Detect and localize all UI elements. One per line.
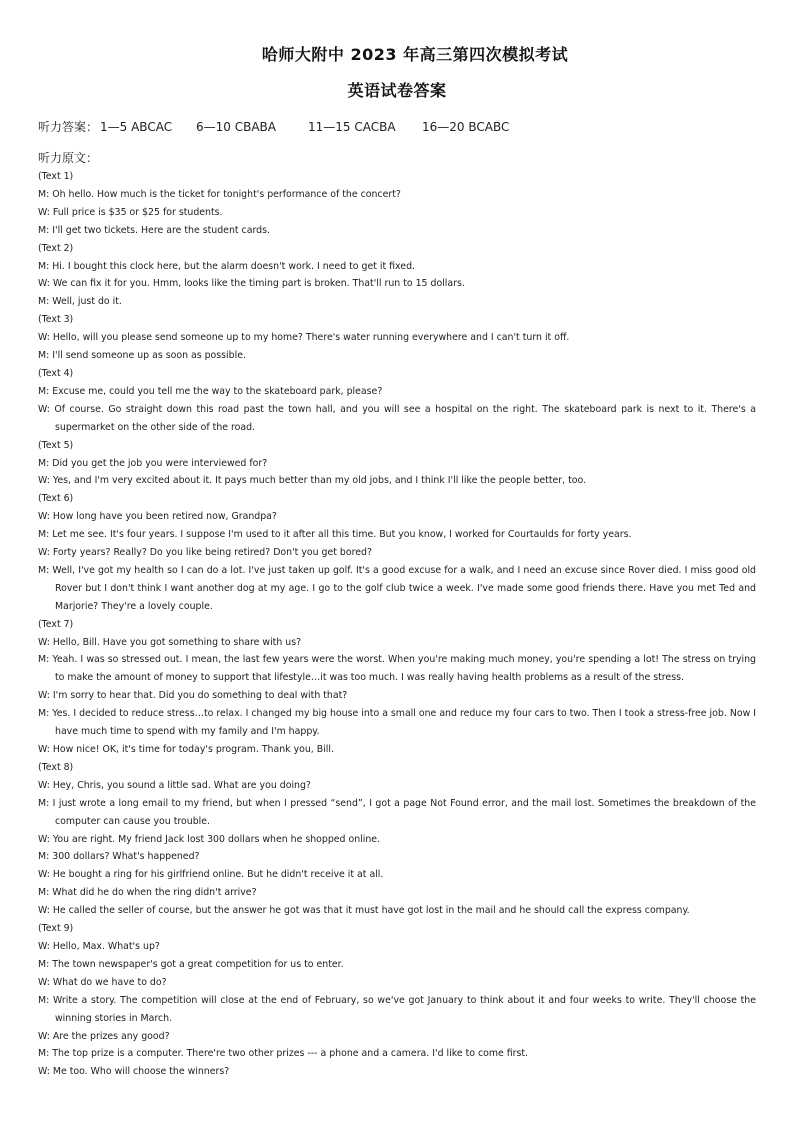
section-label: (Text 4) [38, 367, 74, 379]
answer-group: 1—5 ABCAC [100, 120, 173, 134]
dialogue-line: W: He called the seller of course, but the answer he got was that it must have got lost in the mail and he should call the express company. [38, 905, 690, 917]
dialogue-line: M: The top prize is a computer. There're two other prizes --- a phone and a camera. I'd like to come first. [38, 1048, 529, 1060]
answers-label: 听力答案： [38, 120, 99, 134]
document-title: 哈师大附中 2023 年高三第四次模拟考试 [261, 45, 569, 64]
dialogue-line: W: Hello, Bill. Have you got something to share with us? [38, 636, 302, 648]
dialogue-line: M: Yes. I decided to reduce stress…to relax. I changed my big house into a small one and reduce my four cars to two. Then I took a stress-free job. Now I have much time to spend with my family and I'm happy. [38, 708, 756, 738]
dialogue-line: M: Yeah. I was so stressed out. I mean, the last few years were the worst. When you're making much money, you're spending a lot! The stress on trying to make the amount of money to support that lifestyle…it was too much. I was really having health problems as a result of the stress. [38, 654, 756, 684]
section-label: (Text 5) [38, 439, 74, 451]
dialogue-line: W: Me too. Who will choose the winners? [38, 1066, 230, 1078]
dialogue-line: W: We can fix it for you. Hmm, looks like the timing part is broken. That'll run to 15 dollars. [38, 278, 465, 290]
section-label: (Text 7) [38, 618, 74, 630]
dialogue-line: W: Yes, and I'm very excited about it. It pays much better than my old jobs, and I think I'll like the people better, too. [38, 475, 587, 487]
dialogue-line: M: Well, I've got my health so I can do a lot. I've just taken up golf. It's a good excuse for a walk, and I need an excuse since Rover died. I miss good old Rover but I don't think I want another dog at my age. I go to the golf club twice a week. I've made some good friends there. Have you met Ted and Marjorie? They're a lovely couple. [38, 564, 756, 612]
dialogue-line: W: Full price is $35 or $25 for students. [38, 206, 223, 218]
dialogue-line: W: Hello, Max. What's up? [38, 940, 160, 952]
dialogue-line: M: Let me see. It's four years. I suppose I'm used to it after all this time. But you know, I worked for Courtaulds for forty years. [38, 529, 632, 541]
answer-group: 11—15 CACBA [308, 120, 396, 134]
dialogue-line: W: How nice! OK, it's time for today's program. Thank you, Bill. [38, 744, 334, 755]
section-label: (Text 1) [38, 171, 74, 182]
section-label: (Text 8) [38, 761, 74, 773]
dialogue-line: W: Of course. Go straight down this road past the town hall, and you will see a hospital on the right. The skateboard park is next to it. There's a supermarket on the other side of the road. [38, 403, 756, 433]
dialogue-line: W: How long have you been retired now, Grandpa? [38, 511, 277, 523]
dialogue-line: W: Hey, Chris, you sound a little sad. What are you doing? [38, 779, 311, 791]
section-label: (Text 6) [38, 493, 74, 505]
dialogue-line: W: Hello, will you please send someone up to my home? There's water running everywhere and I can't turn it off. [38, 332, 570, 344]
listening-script-heading: 听力原文： [38, 151, 99, 165]
dialogue-line: M: Did you get the job you were interviewed for? [38, 457, 268, 469]
dialogue-line: M: Write a story. The competition will close at the end of February, so we've got January to think about it and four weeks to write. They'll choose the winning stories in March. [38, 994, 756, 1024]
dialogue-line: M: Oh hello. How much is the ticket for tonight's performance of the concert? [38, 188, 401, 200]
listening-script [38, 168, 756, 1081]
dialogue-line: M: Hi. I bought this clock here, but the alarm doesn't work. I need to get it fixed. [38, 260, 416, 272]
dialogue-line: M: Well, just do it. [38, 296, 122, 308]
dialogue-line: M: Excuse me, could you tell me the way to the skateboard park, please? [38, 385, 383, 397]
dialogue-line: M: What did he do when the ring didn't arrive? [38, 887, 257, 899]
dialogue-line: W: What do we have to do? [38, 976, 167, 988]
dialogue-line: W: Are the prizes any good? [38, 1030, 170, 1042]
dialogue-line: M: I just wrote a long email to my friend, but when I pressed “send”, I got a page Not Found error, and the mail lost. Sometimes the breakdown of the computer can cause you trouble. [38, 797, 756, 827]
listening-answers [38, 118, 509, 135]
answer-group: 6—10 CBABA [196, 120, 276, 134]
dialogue-line: W: Forty years? Really? Do you like being retired? Don't you get bored? [38, 547, 372, 559]
section-label: (Text 2) [38, 242, 74, 254]
dialogue-line: M: I'll get two tickets. Here are the student cards. [38, 224, 270, 236]
dialogue-line: W: I'm sorry to hear that. Did you do something to deal with that? [38, 690, 348, 702]
section-label: (Text 9) [38, 923, 74, 935]
section-label: (Text 3) [38, 314, 74, 326]
dialogue-line: M: I'll send someone up as soon as possible. [38, 350, 246, 362]
dialogue-line: W: He bought a ring for his girlfriend online. But he didn't receive it at all. [38, 869, 384, 881]
dialogue-line: M: The town newspaper's got a great competition for us to enter. [38, 958, 344, 970]
document-subtitle: 英语试卷答案 [347, 81, 447, 100]
answer-group: 16—20 BCABC [422, 120, 510, 134]
dialogue-line: W: You are right. My friend Jack lost 300 dollars when he shopped online. [38, 833, 381, 845]
dialogue-line: M: 300 dollars? What's happened? [38, 851, 200, 863]
